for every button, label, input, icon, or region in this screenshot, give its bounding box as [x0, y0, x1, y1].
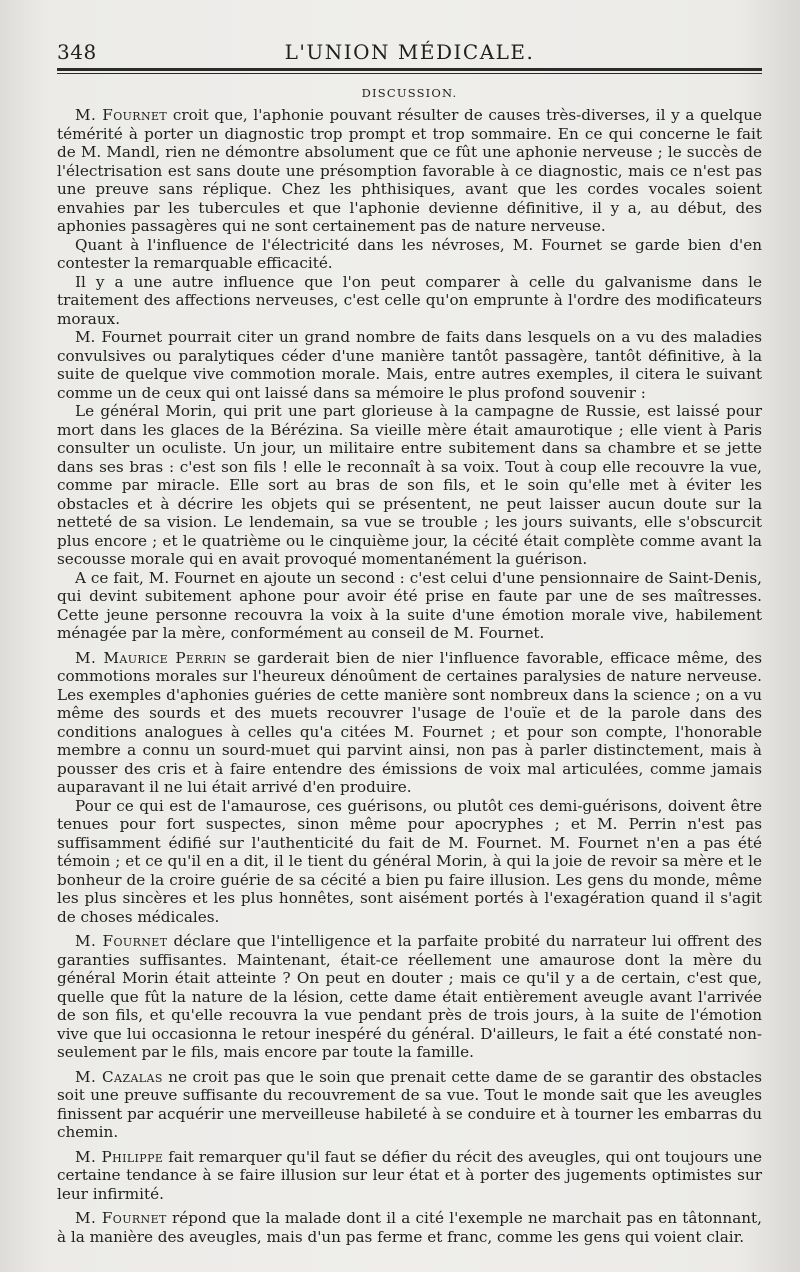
speaker-name: M. Fournet — [75, 106, 168, 124]
paragraph-text: se garderait bien de nier l'influence favorable, efficace même, des commotions morales sur l'heureux dénoûment de certaines paralysies de nature nerveuse. Les exemples d'aphonies guéries de cette manière sont nombreux dans la science ; on a vu même des sourds et des muets recouvrer l'usage de l'ouïe et de la parole dans des conditions analogues à celles qu'a citées M. Fournet ; et pour son compte, l'honorable membre a connu un sourd-muet qui parvint ainsi, non pas à parler distinctement, mais à pousser des cris et à faire entendre des émissions de voix mal articulées, comme jamais auparavant il ne lui était arrivé d'en produire. — [57, 648, 762, 796]
paragraph — [57, 1209, 762, 1246]
paragraph-text: Il y a une autre influence que l'on peut comparer à celle du galvanisme dans le traitement des affections nerveuses, c'est celle qu'on emprunte à l'ordre des modificateurs moraux. — [57, 272, 762, 328]
paragraph-text: ne croit pas que le soin que prenait cette dame de se garantir des obstacles soit une preuve suffisante du recouvrement de sa vue. Tout le monde sait que les aveugles finissent par acquérir une merveilleuse habileté à se conduire et à tourner les embarras du chemin. — [57, 1067, 762, 1141]
page-header — [57, 0, 762, 64]
speaker-name: M. Cazalas — [75, 1067, 163, 1086]
paragraph-text: répond que la malade dont il a cité l'exemple ne marchait pas en tâtonnant, à la manière des aveugles, mais d'un pas ferme et franc, comme les gens qui voient clair. — [57, 1209, 762, 1246]
body-text — [57, 106, 762, 1246]
header-rule-thin — [57, 73, 762, 74]
speaker-name: M. Maurice Perrin — [75, 648, 227, 667]
paragraph-text: A ce fait, M. Fournet en ajoute un second : c'est celui d'une pensionnaire de Saint-Denis, qui devint subitement aphone pour avoir été prise en faute par une de ses maîtresses. Cette jeune personne recouvra la voix à la suite d'une émotion morale vive, habilement ménagée par la mère, conformément au conseil de M. Fournet. — [57, 568, 762, 642]
paragraph — [57, 649, 762, 797]
paragraph-text: Pour ce qui est de l'amaurose, ces guérisons, ou plutôt ces demi-guérisons, doivent être tenues pour fort suspectes, sinon même pour apocryphes ; et M. Perrin n'est pas suffisamment édifié sur l'authenticité du fait de M. Fournet. M. Fournet n'en a pas été témoin ; et ce qu'il en a dit, il le tient du général Morin, à qui la joie de revoir sa mère et le bonheur de la croire guérie de sa cécité a bien pu faire illusion. Les gens du monde, même les plus sincères et les plus honnêtes, sont aisément portés à l'exagération quand il s'agit de choses médicales. — [57, 796, 762, 926]
paragraph-text: croit que, l'aphonie pouvant résulter de causes très-diverses, il y a quelque témérité à porter un diagnostic trop prompt et trop sommaire. En ce qui concerne le fait de M. Mandl, rien ne démontre absolument que ce fût une aphonie nerveuse ; le succès de l'électrisation est sans doute une présomption favorable à ce diagnostic, mais ce n'est pas une preuve sans réplique. Chez les phthisiques, avant que les cordes vocales soient envahies par les tubercules et que l'aphonie devienne définitive, il y a, au début, des aphonies passagères qui ne sont certainement pas de nature nerveuse. — [57, 106, 762, 235]
paragraph-text: Quant à l'influence de l'électricité dans les névroses, M. Fournet se garde bien d'en contester la remarquable efficacité. — [57, 235, 762, 272]
paragraph — [57, 1068, 762, 1142]
speaker-name: M. Philippe — [75, 1147, 164, 1166]
paragraph-text: M. Fournet pourrait citer un grand nombre de faits dans lesquels on a vu des maladies convulsives ou paralytiques céder d'une manière tantôt passagère, tantôt définitive, à la suite de quelque vive commotion morale. Mais, entre autres exemples, il citera le suivant comme un de ceux qui ont laissé dans sa mémoire le plus profond souvenir : — [57, 328, 762, 402]
paragraph — [57, 273, 762, 329]
paragraph — [57, 106, 762, 236]
running-head: L'UNION MÉDICALE. — [284, 40, 535, 64]
speaker-name: M. Fournet — [75, 932, 168, 950]
paragraph — [57, 569, 762, 643]
paragraph-text: Le général Morin, qui prit une part glorieuse à la campagne de Russie, est laissé pour mort dans les glaces de la Bérézina. Sa vieille mère était amaurotique ; elle vient à Paris consulter un oculiste. Un jour, un militaire entre subitement dans sa chambre et se jette dans ses bras : c'est son fils ! elle le reconnaît à sa voix. Tout à coup elle recouvre la vue, comme par miracle. Elle sort au bras de son fils, et le soin qu'elle met à éviter les obstacles et à décrire les objets qui se présentent, ne peut laisser aucun doute sur la netteté de sa vision. Le lendemain, sa vue se trouble ; les jours suivants, elle s'obscurcit plus encore ; et le quatrième ou le cinquième jour, la cécité était complète comme avant la secousse morale qui en avait provoqué momentanément la guérison. — [57, 402, 762, 568]
paragraph — [57, 402, 762, 569]
paragraph — [57, 1148, 762, 1204]
paragraph — [57, 328, 762, 402]
paragraph — [57, 932, 762, 1062]
section-heading: DISCUSSION. — [361, 86, 458, 100]
paragraph — [57, 236, 762, 273]
paragraph-text: fait remarquer qu'il faut se défier du récit des aveugles, qui ont toujours une certaine tendance à se faire illusion sur leur état et à porter des jugements optimistes sur leur infirmité. — [57, 1147, 763, 1203]
speaker-name: M. Fournet — [75, 1209, 167, 1227]
header-rule — [57, 68, 762, 71]
page-number: 348 — [57, 40, 97, 64]
paragraph-text: déclare que l'intelligence et la parfaite probité du narrateur lui offrent des garanties suffisantes. Maintenant, était-ce réellement une amaurose dont la mère du général Morin était atteinte ? On peut en douter ; mais ce qu'il y a de certain, c'est que, quelle que fût la nature de la lésion, cette dame était entièrement aveugle avant l'arrivée de son fils, et qu'elle recouvra la vue pendant près de trois jours, à la suite de l'émotion vive que lui occasionna le retour inespéré du général. D'ailleurs, le fait a été constaté non-seulement par le fils, mais encore par toute la famille. — [57, 932, 762, 1061]
paragraph — [57, 797, 762, 927]
